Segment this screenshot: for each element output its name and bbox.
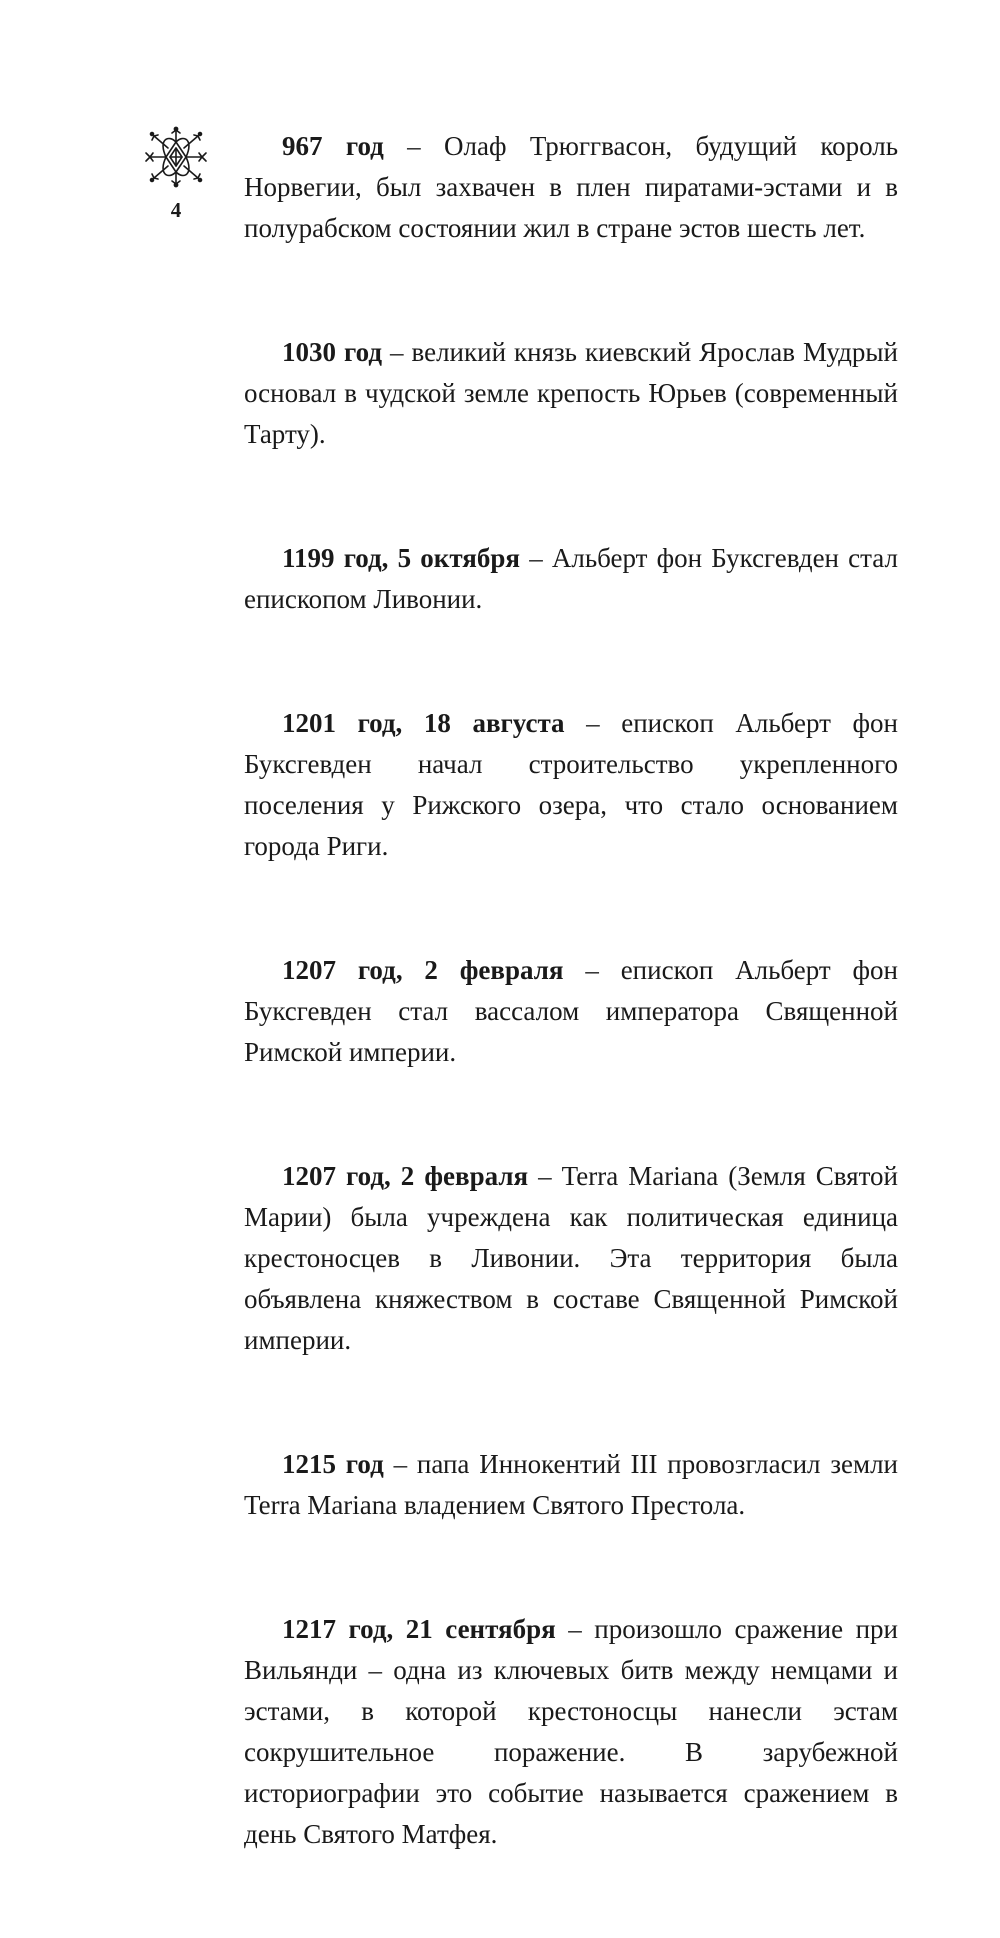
entry-date: 1207 год, 2 февраля <box>282 955 564 985</box>
snowflake-ornament-icon <box>142 126 210 188</box>
entry-date: 967 год <box>282 131 384 161</box>
entry-date: 1199 год, 5 октября <box>282 543 520 573</box>
entry-date: 1217 год, 21 сентября <box>282 1614 556 1644</box>
entry-text: – Альберт фон Буксгевден стал епископом Ливонии. <box>244 543 898 614</box>
chronology-entry <box>244 126 898 249</box>
entry-date: 1207 год, 2 февраля <box>282 1161 529 1191</box>
chronology-entry <box>244 332 898 455</box>
entry-text: – Олаф Трюггвасон, будущий король Норвегии, был захвачен в плен пиратами-эстами и в полурабском состоянии жил в стране эстов шесть лет. <box>244 131 899 243</box>
entry-date: 1201 год, 18 августа <box>282 708 565 738</box>
chronology-list <box>244 126 898 1938</box>
chronology-entry <box>244 1156 898 1361</box>
chronology-entry <box>244 1609 898 1855</box>
chronology-entry <box>244 950 898 1073</box>
entry-date: 1030 год <box>282 337 382 367</box>
entry-text: – произошло сражение при Вильянди – одна из ключевых битв между немцами и эстами, в которой крестоносцы нанесли эстам сокрушительное поражение. В зарубежной историографии это событие называется сражением в день Святого Матфея. <box>244 1614 898 1849</box>
entry-text: – епископ Альберт фон Буксгевден начал строительство укрепленного поселения у Рижского озера, что стало основанием города Риги. <box>244 708 898 861</box>
entry-text: – великий князь киевский Ярослав Мудрый основал в чудской земле крепость Юрьев (современный Тарту). <box>244 337 899 449</box>
entry-text: – Terra Mariana (Земля Святой Марии) была учреждена как политическая единица крестоносцев в Ливонии. Эта территория была объявлена княжеством в составе Священной Римской империи. <box>244 1161 898 1355</box>
page-number: 4 <box>170 198 182 222</box>
entry-date: 1215 год <box>282 1449 384 1479</box>
entry-text: – епископ Альберт фон Буксгевден стал вассалом императора Священной Римской империи. <box>244 955 898 1067</box>
chronology-entry <box>244 538 898 620</box>
chronology-entry <box>244 703 898 867</box>
entry-text: – папа Иннокентий III провозгласил земли Terra Mariana владением Святого Престола. <box>244 1449 898 1520</box>
chronology-entry <box>244 1444 898 1526</box>
